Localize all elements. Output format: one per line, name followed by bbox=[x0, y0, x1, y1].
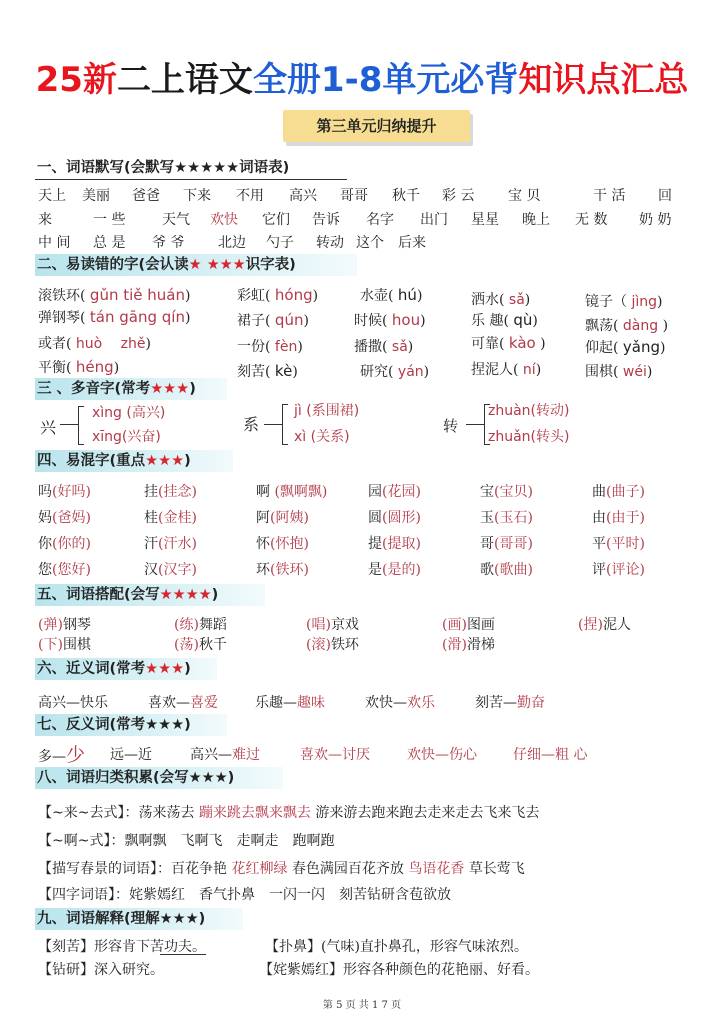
confusing-item: 您(您好) bbox=[38, 562, 91, 578]
confusing-item: 汉(汉字) bbox=[144, 562, 197, 578]
confusing-item: 评(评论) bbox=[592, 562, 645, 578]
explanation-4: 【姹紫嫣红】形容各种颜色的花艳丽、好看。 bbox=[259, 962, 539, 978]
section-heading-3: 三 、多音字(常考★★★) bbox=[35, 378, 227, 400]
collocation-item: (荡)秋千 bbox=[174, 637, 227, 653]
confusing-item: 平(平时) bbox=[592, 536, 645, 552]
collocation-item: (捏)泥人 bbox=[578, 617, 631, 633]
underline-mark bbox=[160, 954, 206, 955]
confusing-item: 曲(曲子) bbox=[592, 484, 645, 500]
polyphone-group: 兴 xìng (高兴) xīng(兴奋) 系 jì (系围裙) xì (关系) 转 zhuàn(转动) zhuǎn(转头) bbox=[40, 403, 570, 445]
section-heading-1: 一、词语默写(会默写★★★★★词语表) bbox=[35, 157, 347, 180]
confusing-item: 歌(歌曲) bbox=[480, 562, 533, 578]
confusing-item: 啊 (飘啊飘) bbox=[256, 484, 328, 500]
page-footer: 第 5 页 共 1 7 页 bbox=[322, 1000, 402, 1011]
confusing-item: 提(提取) bbox=[368, 536, 421, 552]
section-heading-4: 四、易混字(重点★★★) bbox=[35, 450, 233, 472]
confusing-item: 圆(圆形) bbox=[368, 510, 421, 526]
collocation-item: (练)舞蹈 bbox=[174, 617, 227, 633]
explanation-3: 【钻研】深入研究。 bbox=[38, 962, 164, 978]
explanation-1: 【刻苦】形容肯下苦功夫。 bbox=[38, 939, 206, 955]
confusing-item: 是(是的) bbox=[368, 562, 421, 578]
confusing-item: 吗(好吗) bbox=[38, 484, 91, 500]
confusing-item: 妈(爸妈) bbox=[38, 510, 91, 526]
collocation-item: (画)图画 bbox=[442, 617, 495, 633]
collocation-grid bbox=[38, 614, 698, 658]
category-2: 【~啊~式】：飘啊飘 飞啊飞 走啊走 跑啊跑 bbox=[38, 833, 335, 849]
section-heading-9: 九、词语解释(理解★★★) bbox=[35, 908, 243, 930]
collocation-item: (弹)钢琴 bbox=[38, 617, 91, 633]
section-heading-2: 二、易读错的字(会认读★ ★★★识字表) bbox=[35, 254, 357, 276]
confusing-item: 阿(阿姨) bbox=[256, 510, 309, 526]
confusing-item: 怀(怀抱) bbox=[256, 536, 309, 552]
page-title: 25新二上语文全册1-8单元必背知识点汇总 bbox=[35, 60, 689, 100]
section-heading-8: 八、词语归类积累(会写★★★) bbox=[35, 767, 283, 789]
confusing-item: 环(铁环) bbox=[256, 562, 309, 578]
confusing-item: 你(你的) bbox=[38, 536, 91, 552]
unit-banner: 第三单元归纳提升 bbox=[283, 110, 470, 142]
confusing-item: 挂(挂念) bbox=[144, 484, 197, 500]
confusing-item: 汗(汗水) bbox=[144, 536, 197, 552]
category-3: 【描写春景的词语】：百花争艳 花红柳绿 春色满园百花齐放 鸟语花香 草长莺飞 bbox=[38, 861, 525, 877]
confusing-item: 玉(玉石) bbox=[480, 510, 533, 526]
confusing-item: 园(花园) bbox=[368, 484, 421, 500]
confusing-grid bbox=[38, 481, 698, 581]
confusing-item: 由(由于) bbox=[592, 510, 645, 526]
explanation-2: 【扑鼻】(气味)直扑鼻孔，形容气味浓烈。 bbox=[265, 939, 528, 955]
collocation-item: (滚)铁环 bbox=[306, 637, 359, 653]
collocation-item: (下)围棋 bbox=[38, 637, 91, 653]
collocation-item: (唱)京戏 bbox=[306, 617, 359, 633]
confusing-item: 桂(金桂) bbox=[144, 510, 197, 526]
section-heading-5: 五、词语搭配(会写★★★★) bbox=[35, 584, 265, 606]
collocation-item: (滑)滑梯 bbox=[442, 637, 495, 653]
confusing-item: 宝(宝贝) bbox=[480, 484, 533, 500]
section-heading-6: 六、近义词(常考★★★) bbox=[35, 658, 217, 680]
confusing-item: 哥(哥哥) bbox=[480, 536, 533, 552]
category-4: 【四字词语】：姹紫嫣红 香气扑鼻 一闪一闪 刻苦钻研含苞欲放 bbox=[38, 887, 451, 903]
category-1: 【~来~去式】：荡来荡去 蹦来跳去飘来飘去 游来游去跑来跑去走来走去飞来飞去 bbox=[38, 805, 540, 821]
section-heading-7: 七、反义词(常考★★★) bbox=[35, 714, 227, 736]
